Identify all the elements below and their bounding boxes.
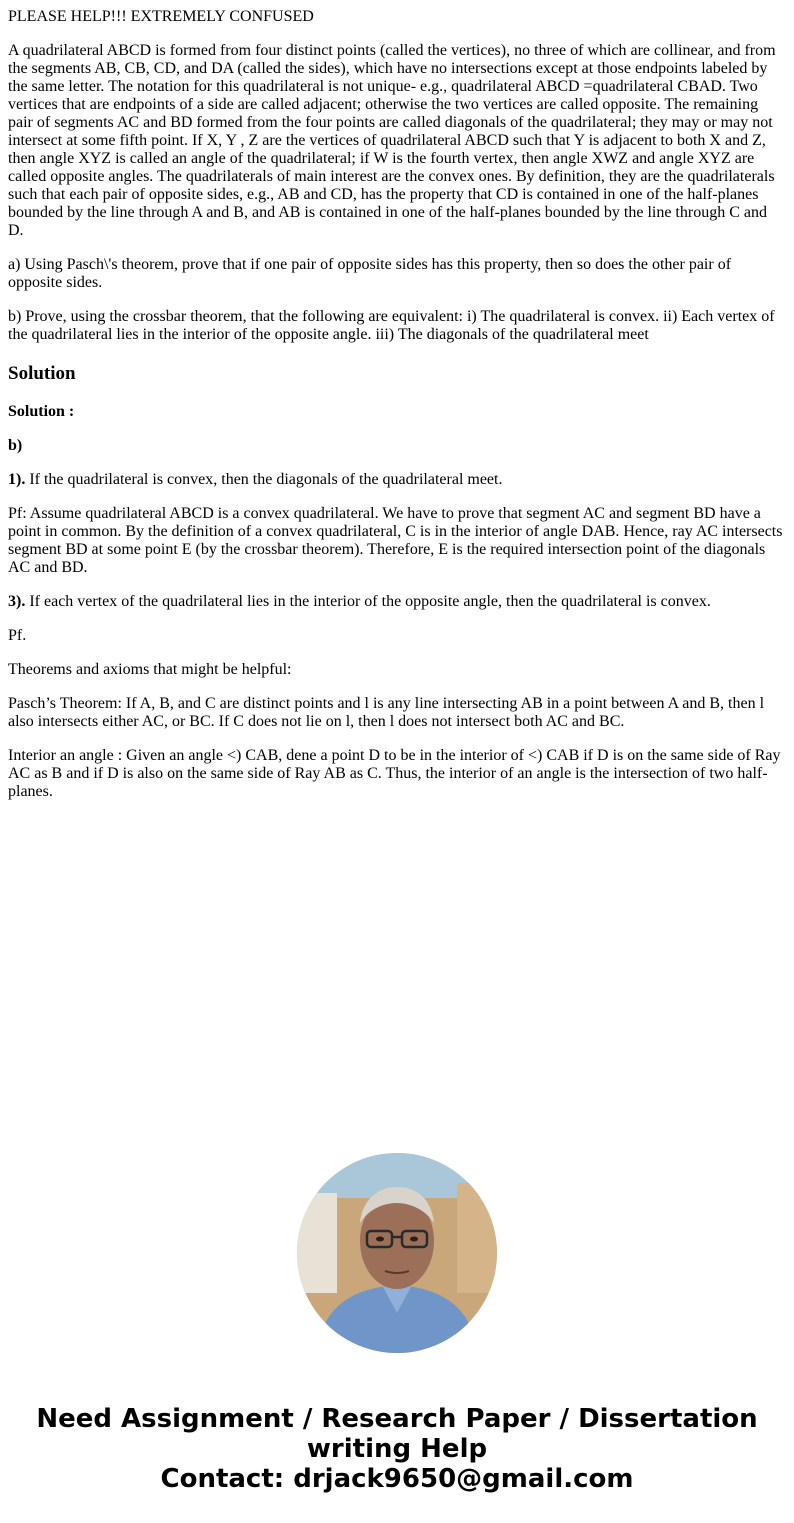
proof-3: Pf. <box>8 627 27 644</box>
author-photo <box>297 1153 497 1353</box>
question-part-a: a) Using Pasch\'s theorem, prove that if one pair of opposite sides has this property, then so does the other pair of opposite sides. <box>8 256 732 291</box>
interior-definition: Interior an angle : Given an angle <) CAB, dene a point D to be in the interior of <) CAB if D is on the same side of Ray AC as B and if D is also on the same side of Ray AB as C. Thus, the interior of an angle is the intersection of two half-planes. <box>8 747 781 800</box>
solution-item-3 <box>8 593 786 611</box>
item-3-number: 3). <box>8 593 26 610</box>
item-1-text: If the quadrilateral is convex, then the diagonals of the quadrilateral meet. <box>25 471 503 488</box>
promo-line-2: writing Help <box>306 1434 488 1464</box>
promo-contact: Contact: drjack9650@gmail.com <box>160 1464 634 1494</box>
item-1-number: 1). <box>8 471 26 488</box>
solution-part-label: b) <box>8 437 23 454</box>
promo-line-1: Need Assignment / Research Paper / Dissertation <box>36 1404 758 1434</box>
page-content <box>8 8 786 817</box>
helpful-intro: Theorems and axioms that might be helpful: <box>8 661 292 678</box>
pasch-theorem: Pasch’s Theorem: If A, B, and C are distinct points and l is any line intersecting AB in a point between A and B, then l also intersects either AC, or BC. If C does not lie on l, then l does not intersect both AC and BC. <box>8 695 765 730</box>
author-avatar <box>297 1153 497 1353</box>
solution-label: Solution : <box>8 403 75 420</box>
promo-banner <box>0 1404 794 1494</box>
question-body: A quadrilateral ABCD is formed from four distinct points (called the vertices), no three of which are collinear, and from the segments AB, CB, CD, and DA (called the sides), which have no intersections except at those endpoints labeled by the same letter. The notation for this quadrilateral is not unique- e.g., quadrilateral ABCD =quadrilateral CBAD. Two vertices that are endpoints of a side are called adjacent; otherwise the two vertices are called opposite. The remaining pair of segments AC and BD formed from the four points are called diagonals of the quadrilateral; they may or may not intersect at some fifth point. If X, Y , Z are the vertices of quadrilateral ABCD such that Y is adjacent to both X and Z, then angle XYZ is called an angle of the quadrilateral; if W is the fourth vertex, then angle XWZ and angle XYZ are called opposite angles. The quadrilaterals of main interest are the convex ones. By definition, they are the quadrilaterals such that each pair of opposite sides, e.g., AB and CD, has the property that CD is contained in one of the half-planes bounded by the line through A and B, and AB is contained in one of the half-planes bounded by the line through C and D. <box>8 42 776 239</box>
proof-1: Pf: Assume quadrilateral ABCD is a convex quadrilateral. We have to prove that segment AC and segment BD have a point in common. By the definition of a convex quadrilateral, C is in the interior of angle DAB. Hence, ray AC intersects segment BD at some point E (by the crossbar theorem). Therefore, E is the required intersection point of the diagonals AC and BD. <box>8 505 783 576</box>
item-3-text: If each vertex of the quadrilateral lies in the interior of the opposite angle, then the quadrilateral is convex. <box>25 593 711 610</box>
question-title: PLEASE HELP!!! EXTREMELY CONFUSED <box>8 8 314 25</box>
question-part-b: b) Prove, using the crossbar theorem, that the following are equivalent: i) The quadrilateral is convex. ii) Each vertex of the quadrilateral lies in the interior of the opposite angle. iii) The diagonals of the quadrilateral meet <box>8 308 775 343</box>
solution-item-1 <box>8 471 786 489</box>
solution-heading: Solution <box>8 363 76 384</box>
